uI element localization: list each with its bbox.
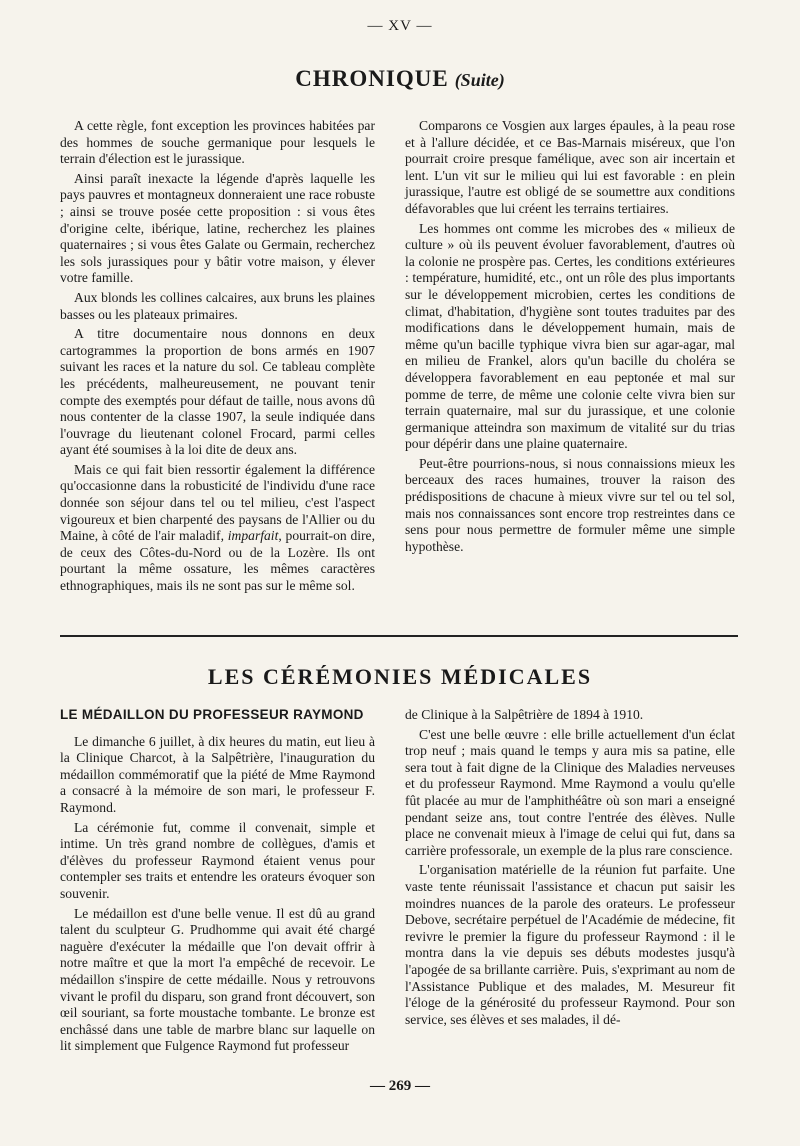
paragraph-text: Mais ce qui fait bien ressortir également la différence qu'occasionne dans la robusticité de l'individu d'une race donnée son séjour dans tel ou tel milieu, c'est l'aspect vigoureux et bien charpenté des paysans de l'Allier ou du Maine, à côté de l'air maladif, <box>60 461 375 544</box>
italic-word: imparfait <box>227 528 279 544</box>
ceremonies-right-column <box>405 707 735 1031</box>
ceremonies-title: LES CÉRÉMONIES MÉDICALES <box>207 664 593 689</box>
ceremonies-left-column <box>60 707 375 1058</box>
page-header-roman: — XV — <box>367 18 433 34</box>
paragraph: L'organisation matérielle de la réunion fut parfaite. Une vaste tente réunissait l'assistance et chacun put saisir les moindres nuances de la parole des orateurs. Le professeur Debove, secrétaire perpétuel de l'Académie de médecine, fit revivre le premier la figure du professeur Raymond : il le montra dans la vie depuis ses débuts modestes jusqu'à l'apogée de sa brillante carrière. Puis, s'exprimant au nom de l'Assistance Publique et des malades, M. Mesureur fit l'éloge de la générosité du professeur Raymond. Pour son service, ses élèves et ses malades, il dé- <box>405 862 735 1027</box>
article-subtitle: LE MÉDAILLON DU PROFESSEUR RAYMOND <box>60 707 364 722</box>
paragraph-text: , pourrait-on dire, de ceux des Côtes-du-Nord ou de la Lozère. Ils ont pourtant la même ossature, les mêmes caractères ethnographiques, mais ils ne sont pas sur le même sol. <box>60 528 375 594</box>
paragraph: C'est une belle œuvre : elle brille actuellement d'un éclat trop neuf ; mais quand le temps y aura mis sa patine, elle sera tout à fait digne de la Clinique des Maladies nerveuses et du professeur Raymond. Mme Raymond a voulu qu'elle fût placée au mur de l'amphithéâtre où son mari a enseigné pendant seize ans, tout contre l'entrée des élèves. Nulle place ne convenait mieux à l'image de celui qui fut, dans sa carrière professorale, un exemple de la plus rare conscience. <box>405 726 735 858</box>
chronique-title <box>0 66 800 92</box>
chronique-suite: (Suite) <box>454 70 505 90</box>
paragraph: Le dimanche 6 juillet, à dix heures du matin, eut lieu à la Clinique Charcot, à la Salpêtrière, l'inauguration du médaillon commémoratif que la piété de Mme Raymond a consacré à la mémoire de son mari, le professeur F. Raymond. <box>60 733 375 815</box>
paragraph: Aux blonds les collines calcaires, aux bruns les plaines basses ou les plateaux primaires. <box>60 289 375 322</box>
page-number: — 269 — <box>370 1078 430 1094</box>
chronique-title-text: CHRONIQUE <box>295 66 449 91</box>
paragraph: La cérémonie fut, comme il convenait, simple et intime. Un très grand nombre de collègues, d'amis et d'élèves du professeur Raymond étaient venus pour contempler ses traits et entendre les orateurs évoquer son souvenir. <box>60 819 375 901</box>
paragraph-continuation: de Clinique à la Salpêtrière de 1894 à 1910. <box>405 707 644 722</box>
paragraph: A cette règle, font exception les provinces habitées par des hommes de souche germanique pour lesquels le terrain d'élection est le jurassique. <box>60 118 375 167</box>
section-divider <box>60 635 738 637</box>
paragraph: A titre documentaire nous donnons en deux cartogrammes la proportion de bons armés en 1907 suivant les races et la nature du sol. Ce tableau complète les précédents, malheureusement, ne pouvant tenir compte des exemptés pour défaut de taille, nous avons dû nous contenter de la classe 1907, la seule indiquée dans l'ouvrage du lieutenant colonel Frocard, parmi celles ayant été soumises à la loi dite de deux ans. <box>60 326 375 458</box>
paragraph: Les hommes ont comme les microbes des « milieux de culture » où ils peuvent évoluer favorablement, d'autres où la colonie ne prospère pas. Certes, les conditions extérieures : température, humidité, etc., ont un rôle des plus importants sur le développement microbien, certes les conditions de climat, d'habitation, d'hygiène sont toutes traduites par des modifications dans le développement humain, mais de même qu'un bacille typhique vivra bien sur agar-agar, mal en milieu de Frankel, alors qu'un bacille du choléra se développera favorablement en eau peptonée et mal sur pomme de terre, de même une colonie celte vivra bien sur terrain quaternaire, mal sur du jurassique, et une colonie germanique atteindra son maximum de vitalité sur du trias pour dépérir dans une plaine quaternaire. <box>405 220 735 452</box>
chronique-left-column <box>60 118 375 598</box>
paragraph <box>60 462 375 595</box>
paragraph: Peut-être pourrions-nous, si nous connaissions mieux les berceaux des races humaines, trouver la raison des prédispositions de chacune à mieux vivre sur tel ou tel sol, mais nos connaissances sont encore trop restreintes dans ce sens pour nous permettre de formuler même une simple hypothèse. <box>405 455 735 554</box>
chronique-right-column <box>405 118 735 558</box>
paragraph: Ainsi paraît inexacte la légende d'après laquelle les pays pauvres et montagneux donneraient une race robuste ; ainsi se trouve posée cette proposition : si vous êtes d'origine celte, ibérique, latine, recherchez les plaines quaternaires ; si vous êtes Galate ou Germain, recherchez les sols jurassiques pour y bâtir votre maison, y élever votre famille. <box>60 170 375 286</box>
paragraph: Le médaillon est d'une belle venue. Il est dû au grand talent du sculpteur G. Prudhomme qui avait été chargé naguère d'exécuter la médaille que l'on devait offrir à notre maître et que la mort l'a empêché de recevoir. Le médaillon s'inspire de cette médaille. Nous y retrouvons vivant le profil du disparu, son grand front découvert, son œil souriant, sa forte moustache tombante. Le bronze est enchâssé dans une table de marbre blanc sur laquelle on lit simplement que Fulgence Raymond fut professeur <box>60 905 375 1054</box>
paragraph: Comparons ce Vosgien aux larges épaules, à la peau rose et à l'allure décidée, et ce Bas-Marnais miséreux, que l'on pourrait croire presque famélique, avec son air incertain et lent. L'un vit sur le milieu qui lui est favorable : en plein jurassique, l'autre est obligé de se soumettre aux conditions défavorables que lui créent les terrains tertiaires. <box>405 118 735 216</box>
